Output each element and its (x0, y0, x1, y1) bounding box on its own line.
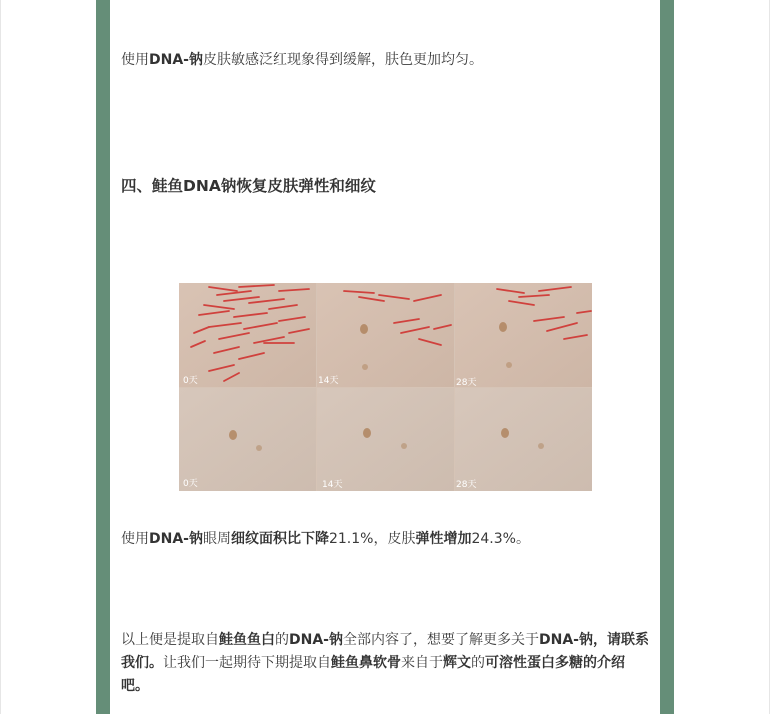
bold-salmon-nasal-cartilage: 鲑鱼鼻软骨 (331, 655, 401, 671)
bold-dna-sodium: DNA-钠 (149, 52, 203, 68)
page-edge-left (0, 0, 1, 714)
label-top-day28: 28天 (456, 378, 477, 388)
photo-top-day14 (317, 283, 454, 387)
bold-dna-sodium: DNA-钠 (289, 632, 343, 648)
photo-bottom-day28 (455, 388, 592, 491)
label-bottom-day0: 0天 (183, 479, 198, 489)
bold-wrinkle-area: 细纹面积比下降 (230, 531, 329, 547)
bold-contact-us: DNA-钠，请联系我们。 (121, 632, 649, 671)
frame-border-left (96, 0, 110, 714)
text: 让我们一起期待下期提取自 (163, 655, 331, 671)
paragraph-wrinkle-result (121, 528, 651, 551)
label-top-day0: 0天 (183, 376, 198, 386)
bold-elasticity: 弹性增加 (415, 531, 472, 547)
bold-dna-sodium: DNA-钠 (149, 531, 203, 547)
label-bottom-day28: 28天 (456, 480, 477, 490)
text: 使用 (121, 531, 149, 547)
text: 来自于 (401, 655, 443, 671)
text: 眼周 (202, 531, 231, 547)
text: 的 (275, 632, 289, 648)
text: 使用 (121, 52, 149, 68)
text: 的 (471, 655, 485, 671)
text: 皮肤敏感泛红现象得到缓解，肤色更加均匀。 (202, 52, 483, 68)
text: 以上便是提取自 (121, 632, 219, 648)
paragraph-closing (121, 629, 651, 698)
photo-bottom-day14 (317, 388, 454, 491)
label-bottom-day14: 14天 (322, 480, 343, 490)
bold-salmon-milt: 鲑鱼鱼白 (219, 632, 275, 648)
photo-top-day28 (455, 283, 592, 387)
label-top-day14: 14天 (318, 376, 339, 386)
paragraph-redness-result (121, 49, 651, 72)
text: 全部内容了，想要了解更多关于 (342, 632, 539, 648)
frame-border-right (660, 0, 674, 714)
section-heading: 四、鲑鱼DNA钠恢复皮肤弹性和细纹 (121, 177, 376, 195)
photo-bottom-day0 (179, 388, 316, 491)
skin-wrinkle-comparison-image (179, 283, 592, 491)
text: 24.3%。 (471, 531, 530, 547)
skin-photo-grid (179, 283, 592, 491)
bold-huiwen: 辉文 (443, 655, 471, 671)
text: 21.1%，皮肤 (328, 531, 416, 547)
bold-proteoglycan: 可溶性蛋白多糖的介绍吧。 (121, 655, 625, 694)
